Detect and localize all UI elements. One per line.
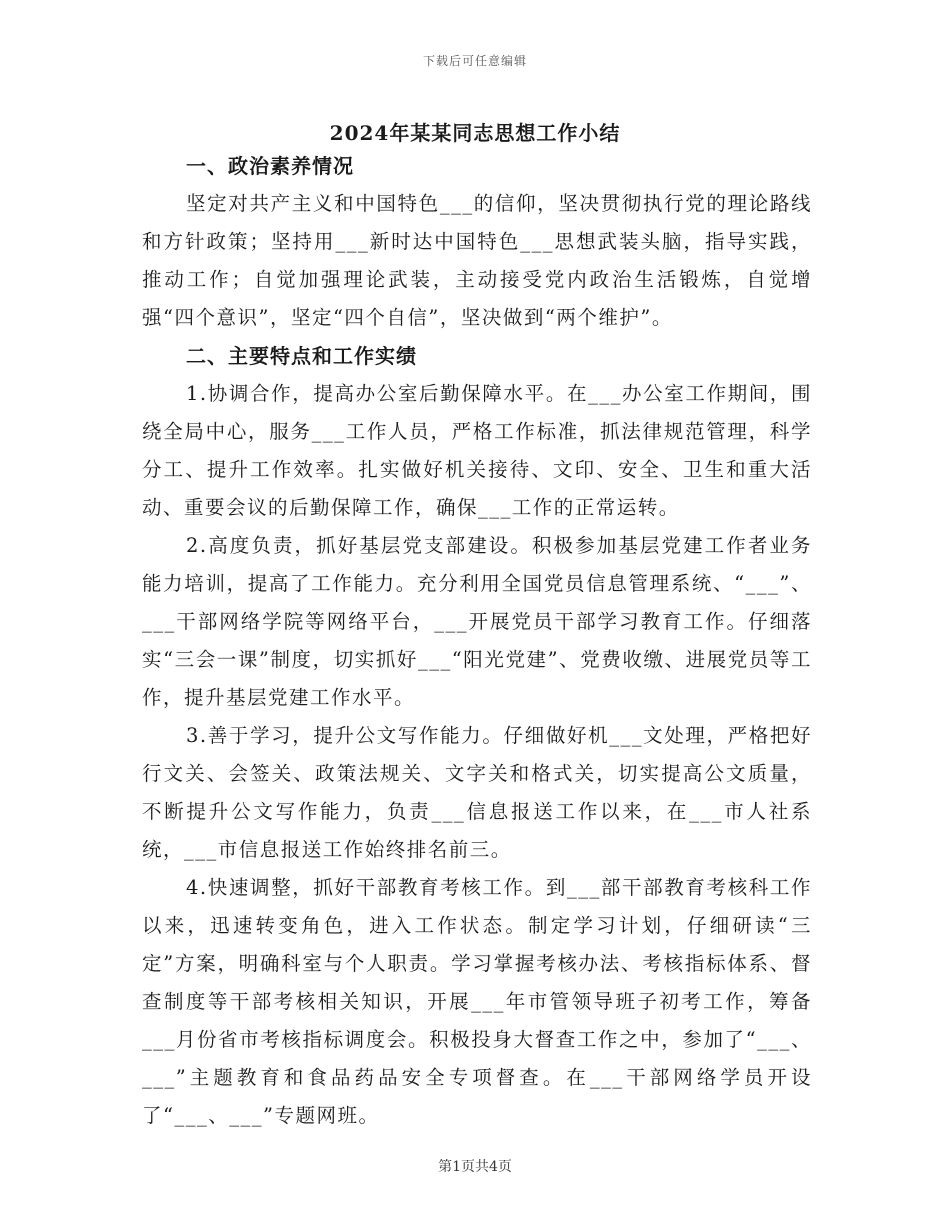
document-body [142,147,812,1135]
page-number: 第1页共4页 [438,1159,512,1175]
header-note: 下载后可任意编辑 [422,54,527,68]
section-heading: 一、政治素养情况 [186,154,354,178]
paragraph: 1.协调合作，提高办公室后勤保障水平。在___办公室工作期间，围绕全局中心，服务___工作人员，严格工作标准，抓法律规范管理，科学分工、提升工作效率。扎实做好机关接待、文印、安全、卫生和重大活动、重要会议的后勤保障工作，确保___工作的正常运转。 [142,382,812,519]
paragraph: 2.高度负责，抓好基层党支部建设。积极参加基层党建工作者业务能力培训，提高了工作能力。充分利用全国党员信息管理系统、“___”、___干部网络学院等网络平台，___开展党员干部学习教育工作。仔细落实“三会一课”制度，切实抓好___“阳光党建”、党费收缴、进展党员等工作，提升基层党建工作水平。 [142,534,812,709]
paragraph: 4.快速调整，抓好干部教育考核工作。到___部干部教育考核科工作以来，迅速转变角色，进入工作状态。制定学习计划，仔细研读“三定”方案，明确科室与个人职责。学习掌握考核办法、考核指标体系、督查制度等干部考核相关知识，开展___年市管领导班子初考工作，筹备___月份省市考核指标调度会。积极投身大督查工作之中，参加了“___、___”主题教育和食品药品安全专项督查。在___干部网络学员开设了“___、___”专题网班。 [142,876,812,1127]
paragraph: 3.善于学习，提升公文写作能力。仔细做好机___文处理，严格把好行文关、会签关、政策法规关、文字关和格式关，切实提高公文质量，不断提升公文写作能力，负责___信息报送工作以来，在___市人社系统，___市信息报送工作始终排名前三。 [142,724,812,861]
paragraph: 坚定对共产主义和中国特色___的信仰，坚决贯彻执行党的理论路线和方针政策；坚持用___新时达中国特色___思想武装头脑，指导实践，推动工作；自觉加强理论武装，主动接受党内政治生活锻炼，自觉增强“四个意识”，坚定“四个自信”，坚决做到“两个维护”。 [142,192,812,329]
document-title: 2024年某某同志思想工作小结 [329,121,621,145]
section-heading: 二、主要特点和工作实绩 [186,344,417,368]
